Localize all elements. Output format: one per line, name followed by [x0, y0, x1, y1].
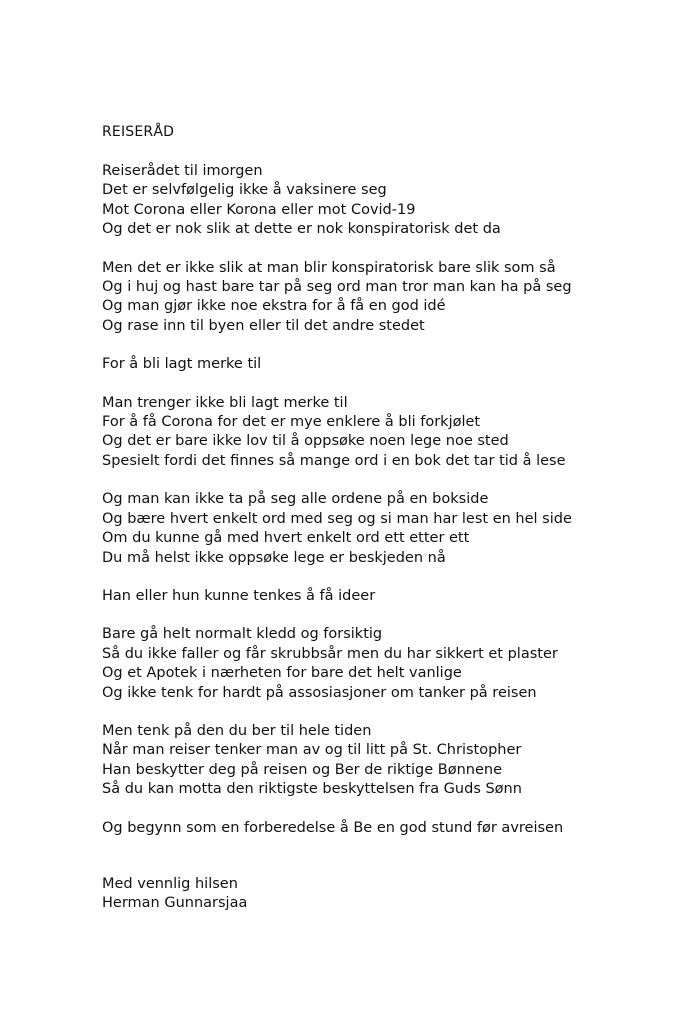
poem-line: For å bli lagt merke til [102, 356, 262, 373]
poem-line: Og i huj og hast bare tar på seg ord man tror man kan ha på seg [102, 279, 572, 296]
stanza-2 [102, 259, 682, 337]
stanza-6 [102, 587, 682, 606]
author-name: Herman Gunnarsjaa [102, 895, 248, 912]
poem-line: Man trenger ikke bli lagt merke til [102, 394, 348, 411]
poem-line: Mot Corona eller Korona eller mot Covid-19 [102, 201, 416, 218]
poem-line: Og begynn som en forberedelse å Be en god stund før avreisen [102, 819, 564, 836]
poem-line: Reiserådet til imorgen [102, 163, 263, 179]
stanza-5 [102, 490, 682, 568]
stanza-3 [102, 355, 682, 374]
poem-line: Så du ikke faller og får skrubbsår men du har sikkert et plaster [102, 645, 558, 662]
poem-line: Når man reiser tenker man av og til litt på St. Christopher [102, 742, 522, 759]
stanza-7 [102, 625, 682, 703]
stanza-9 [102, 819, 682, 838]
poem-line: Det er selvfølgelig ikke å vaksinere seg [102, 182, 387, 199]
poem-line: Men tenk på den du ber til hele tiden [102, 722, 372, 739]
stanza-1 [102, 162, 682, 240]
signature-block [102, 875, 682, 914]
poem-line: Spesielt fordi det finnes så mange ord i en bok det tar tid å lese [102, 452, 566, 469]
poem-line: Og man gjør ikke noe ekstra for å få en god idé [102, 298, 446, 315]
poem-line: Og bære hvert enkelt ord med seg og si man har lest en hel side [102, 510, 572, 527]
poem-line: Og man kan ikke ta på seg alle ordene på en bokside [102, 491, 489, 508]
poem-line: For å få Corona for det er mye enklere å bli forkjølet [102, 414, 481, 431]
poem-line: Og det er bare ikke lov til å oppsøke noen lege noe sted [102, 433, 509, 450]
poem-line: Så du kan motta den riktigste beskyttelsen fra Guds Sønn [102, 781, 522, 798]
poem-title: REISERÅD [102, 124, 175, 140]
closing-greeting: Med vennlig hilsen [102, 875, 238, 892]
poem-line: Han eller hun kunne tenkes å få ideer [102, 587, 376, 604]
poem-line: Og ikke tenk for hardt på assosiasjoner om tanker på reisen [102, 684, 537, 701]
poem-line: Bare gå helt normalt kledd og forsiktig [102, 626, 383, 643]
poem-line: Om du kunne gå med hvert enkelt ord ett etter ett [102, 530, 470, 547]
poem-line: Og det er nok slik at dette er nok konspiratorisk det da [102, 221, 501, 238]
poem-line: Og rase inn til byen eller til det andre stedet [102, 317, 425, 334]
poem-line: Han beskytter deg på reisen og Ber de riktige Bønnene [102, 761, 503, 778]
poem-page [102, 123, 682, 914]
stanza-8 [102, 722, 682, 800]
stanza-4 [102, 394, 682, 472]
poem-line: Du må helst ikke oppsøke lege er beskjeden nå [102, 549, 446, 566]
poem-line: Men det er ikke slik at man blir konspiratorisk bare slik som så [102, 259, 556, 276]
poem-line: Og et Apotek i nærheten for bare det helt vanlige [102, 665, 462, 682]
